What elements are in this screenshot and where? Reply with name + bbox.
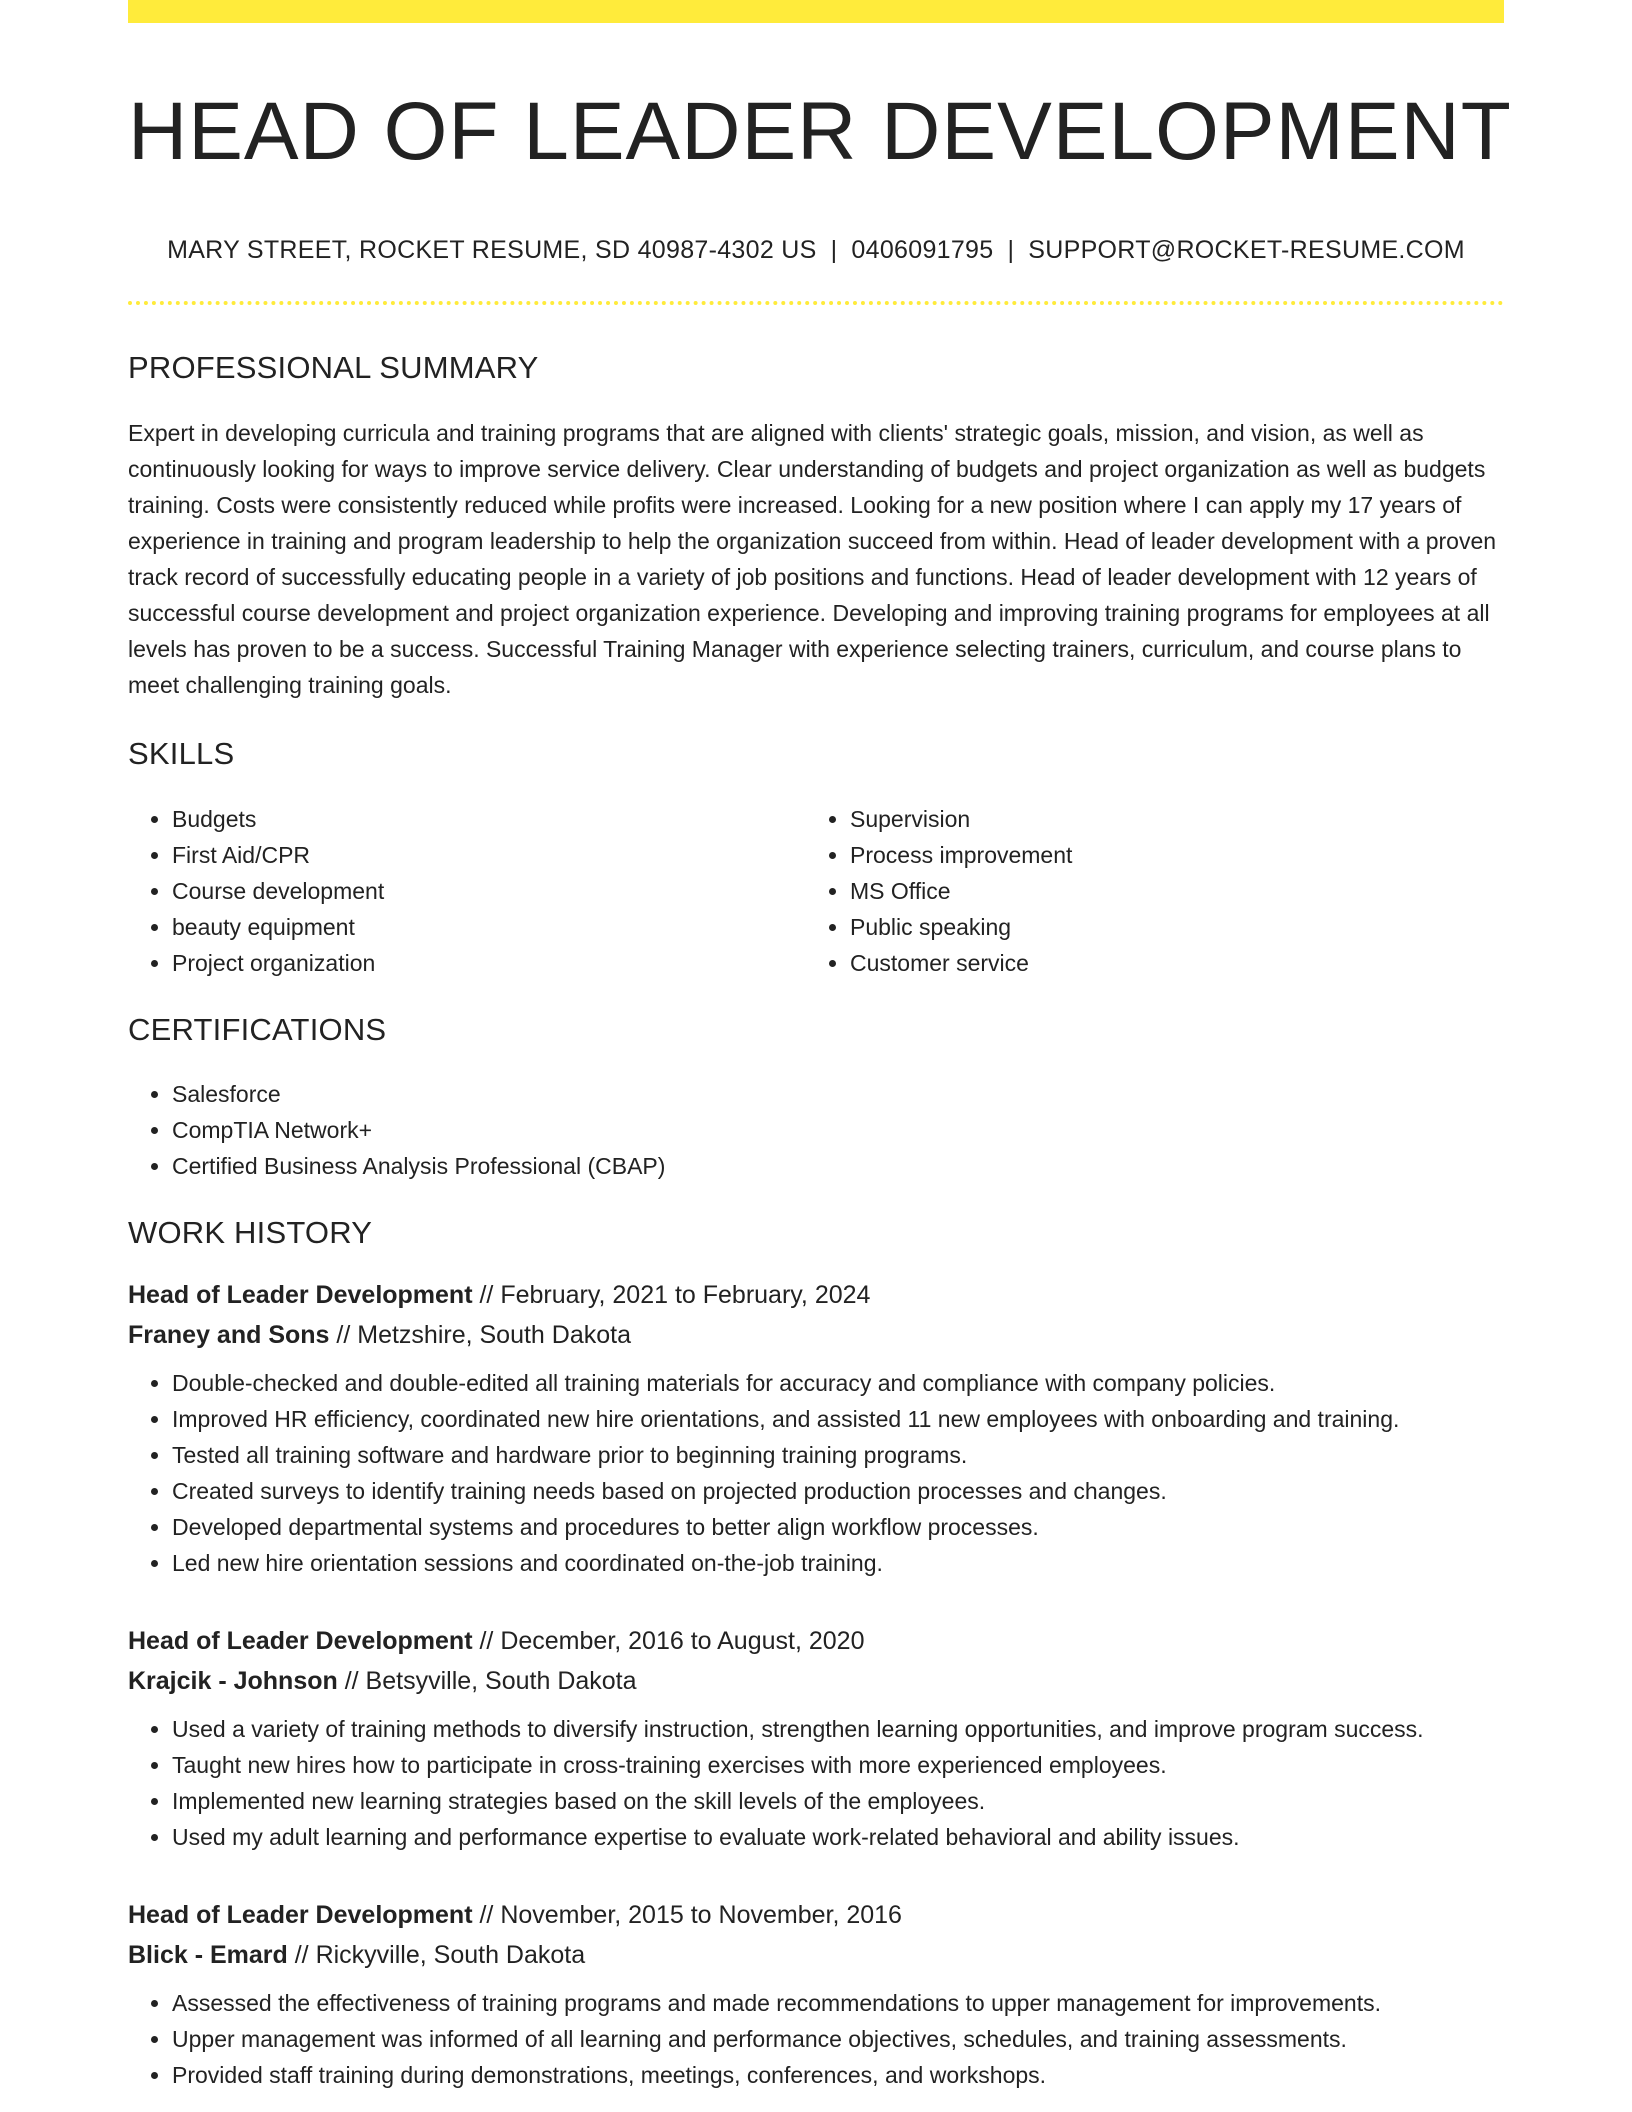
job-title: Head of Leader Development — [128, 1901, 473, 1930]
job-bullet: • Developed departmental systems and procedures to better align workflow processes. — [172, 1509, 1504, 1545]
certifications-section — [128, 1011, 1504, 1184]
skill-item: • beauty equipment — [172, 909, 806, 945]
work-history-section — [128, 1214, 1504, 2093]
job-bullet: • Assessed the effectiveness of training programs and made recommendations to upper management for improvements. — [172, 1985, 1504, 2021]
job-bullet: • Led new hire orientation sessions and coordinated on-the-job training. — [172, 1545, 1504, 1581]
certifications-list — [128, 1076, 1504, 1184]
job-location: // Betsyville, South Dakota — [344, 1667, 637, 1696]
job-title: Head of Leader Development — [128, 1627, 473, 1656]
skill-item: • Course development — [172, 873, 806, 909]
dotted-divider — [128, 301, 1504, 305]
job-bullet: • Tested all training software and hardware prior to beginning training programs. — [172, 1437, 1504, 1473]
job-company: Franey and Sons — [128, 1321, 330, 1350]
skills-column-right — [806, 801, 1484, 981]
job-bullet: • Upper management was informed of all learning and performance objectives, schedules, and training assessments. — [172, 2021, 1504, 2057]
job-title-line — [128, 1621, 1504, 1661]
skill-item: • Process improvement — [850, 837, 1484, 873]
job-bullet: • Improved HR efficiency, coordinated new hire orientations, and assisted 11 new employees with onboarding and training. — [172, 1401, 1504, 1437]
job-bullet: • Used my adult learning and performance expertise to evaluate work-related behavioral and ability issues. — [172, 1819, 1504, 1855]
job-entry — [128, 1895, 1504, 2093]
certification-item: • CompTIA Network+ — [172, 1112, 1504, 1148]
contact-address: MARY STREET, ROCKET RESUME, SD 40987-4302 US — [167, 236, 817, 265]
top-accent-bar — [128, 0, 1504, 23]
job-entry — [128, 1621, 1504, 1855]
skill-item: • Customer service — [850, 945, 1484, 981]
job-company-line — [128, 1661, 1504, 1701]
skills-section — [128, 735, 1504, 980]
job-dates: // November, 2015 to November, 2016 — [479, 1901, 902, 1930]
resume-content — [128, 23, 1512, 2093]
work-history-heading: WORK HISTORY — [128, 1214, 373, 1250]
job-bullet: • Used a variety of training methods to diversify instruction, strengthen learning opportunities, and improve program success. — [172, 1711, 1504, 1747]
skill-item: • Supervision — [850, 801, 1484, 837]
job-location: // Rickyville, South Dakota — [294, 1941, 586, 1970]
job-bullet: • Created surveys to identify training needs based on projected production processes and changes. — [172, 1473, 1504, 1509]
job-bullet: • Provided staff training during demonstrations, meetings, conferences, and workshops. — [172, 2057, 1504, 2093]
contact-separator: | — [1007, 236, 1015, 265]
skill-item: • Public speaking — [850, 909, 1484, 945]
contact-email: SUPPORT@ROCKET-RESUME.COM — [1028, 236, 1465, 265]
skill-item: • Project organization — [172, 945, 806, 981]
resume-title: HEAD OF LEADER DEVELOPMENT — [128, 86, 1512, 177]
certification-item: • Salesforce — [172, 1076, 1504, 1112]
summary-section — [128, 349, 1504, 703]
skills-heading: SKILLS — [128, 736, 235, 772]
job-bullets — [128, 1985, 1504, 2093]
job-bullets — [128, 1711, 1504, 1855]
skills-column-left — [128, 801, 806, 981]
job-entry — [128, 1275, 1504, 1581]
job-title-line — [128, 1275, 1504, 1315]
skill-item: • First Aid/CPR — [172, 837, 806, 873]
job-dates: // February, 2021 to February, 2024 — [479, 1281, 871, 1310]
skills-grid — [128, 801, 1504, 981]
skill-item: • Budgets — [172, 801, 806, 837]
job-location: // Metzshire, South Dakota — [336, 1321, 631, 1350]
skills-list-left — [128, 801, 806, 981]
job-company: Krajcik - Johnson — [128, 1667, 338, 1696]
contact-phone: 0406091795 — [851, 236, 994, 265]
job-dates: // December, 2016 to August, 2020 — [479, 1627, 865, 1656]
skills-list-right — [806, 801, 1484, 981]
job-bullet: • Double-checked and double-edited all training materials for accuracy and compliance with company policies. — [172, 1365, 1504, 1401]
job-title-line — [128, 1895, 1504, 1935]
job-bullet: • Taught new hires how to participate in cross-training exercises with more experienced employees. — [172, 1747, 1504, 1783]
contact-line — [128, 235, 1504, 265]
job-bullets — [128, 1365, 1504, 1581]
summary-text: Expert in developing curricula and training programs that are aligned with clients' strategic goals, mission, and vision, as well as continuously looking for ways to improve service delivery. Clear understanding of budgets and project organization as well as budgets training. Costs were consistently reduced while profits were increased. Looking for a new position where I can apply my 17 years of experience in training and program leadership to help the organization succeed from within. Head of leader development with a proven track record of successfully educating people in a variety of job positions and functions. Head of leader development with 12 years of successful course development and project organization experience. Developing and improving training programs for employees at all levels has proven to be a success. Successful Training Manager with experience selecting trainers, curriculum, and course plans to meet challenging training goals. — [128, 420, 1497, 699]
certifications-heading: CERTIFICATIONS — [128, 1011, 387, 1047]
job-company-line — [128, 1935, 1504, 1975]
job-company-line — [128, 1315, 1504, 1355]
contact-separator: | — [830, 236, 838, 265]
job-bullet: • Implemented new learning strategies based on the skill levels of the employees. — [172, 1783, 1504, 1819]
skill-item: • MS Office — [850, 873, 1484, 909]
summary-heading: PROFESSIONAL SUMMARY — [128, 350, 539, 386]
certification-item: • Certified Business Analysis Professional (CBAP) — [172, 1148, 1504, 1184]
job-company: Blick - Emard — [128, 1941, 288, 1970]
job-title: Head of Leader Development — [128, 1281, 473, 1310]
